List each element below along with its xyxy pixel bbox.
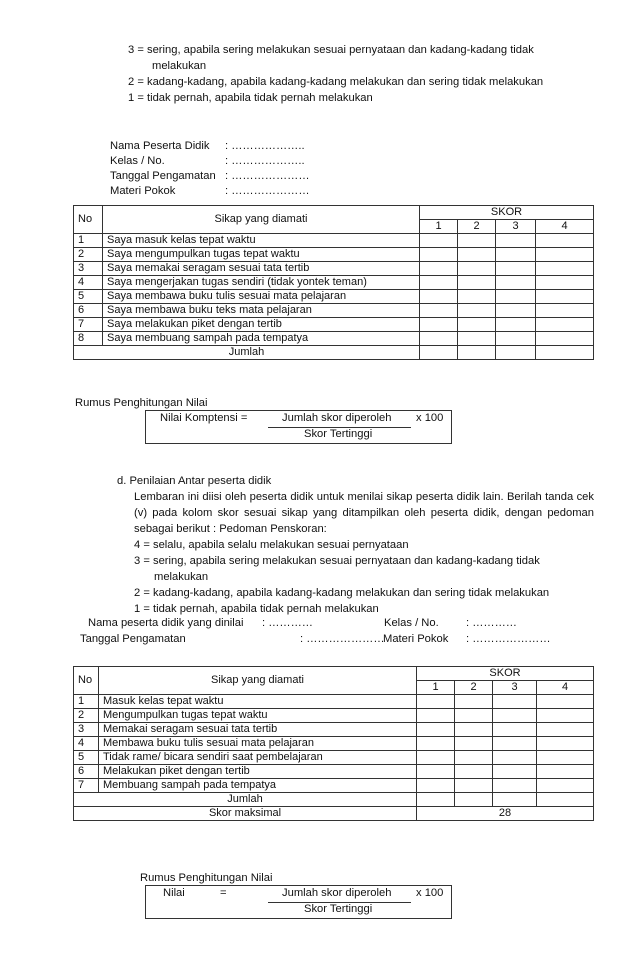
max-score-value: 28 xyxy=(417,807,594,821)
table-row xyxy=(74,695,594,709)
score-cell[interactable] xyxy=(536,248,594,262)
row-text: Membuang sampah pada tempatya xyxy=(99,779,417,793)
formula-multiplier: x 100 xyxy=(416,412,444,424)
identity-value-materi[interactable]: : ………………… xyxy=(225,185,310,197)
score-cell[interactable] xyxy=(537,695,594,709)
score-cell[interactable] xyxy=(536,234,594,248)
table-row xyxy=(74,248,594,262)
score-cell[interactable] xyxy=(536,304,594,318)
score-cell[interactable] xyxy=(455,723,493,737)
row-text: Membawa buku tulis sesuai mata pelajaran xyxy=(99,737,417,751)
row-text: Saya membawa buku tulis sesuai mata pelajaran xyxy=(103,290,420,304)
row-no: 2 xyxy=(74,248,103,262)
score-cell[interactable] xyxy=(420,290,458,304)
score-cell[interactable] xyxy=(537,737,594,751)
row-no: 1 xyxy=(74,234,103,248)
section-d-para-line2: (v) pada kolom skor sesuai sikap yang ditampilkan oleh peserta didik, dengan pedoman xyxy=(134,507,594,519)
formula2-multiplier: x 100 xyxy=(416,887,444,899)
total-row xyxy=(74,793,594,807)
max-score-row xyxy=(74,807,594,821)
peer-class-label: Kelas / No. xyxy=(384,617,439,629)
score-cell[interactable] xyxy=(455,737,493,751)
row-text: Saya mengumpulkan tugas tepat waktu xyxy=(103,248,420,262)
score-cell[interactable] xyxy=(455,765,493,779)
score-cell[interactable] xyxy=(536,276,594,290)
score-cell[interactable] xyxy=(458,290,496,304)
score-cell[interactable] xyxy=(493,751,537,765)
row-text: Saya masuk kelas tepat waktu xyxy=(103,234,420,248)
score-cell[interactable] xyxy=(420,234,458,248)
score-cell[interactable] xyxy=(537,793,594,807)
score-cell[interactable] xyxy=(536,262,594,276)
score-cell[interactable] xyxy=(536,332,594,346)
header-score-2: 2 xyxy=(455,681,493,695)
row-text: Memakai seragam sesuai tata tertib xyxy=(99,723,417,737)
formula-title: Rumus Penghitungan Nilai xyxy=(75,397,208,409)
header-no: No xyxy=(74,667,99,695)
score-cell[interactable] xyxy=(417,723,455,737)
table-row xyxy=(74,332,594,346)
header-score-1: 1 xyxy=(417,681,455,695)
identity-value-tanggal[interactable]: : ………………… xyxy=(225,170,310,182)
formula2-box xyxy=(145,885,452,919)
formula2-numerator: Jumlah skor diperoleh xyxy=(282,887,392,899)
row-no: 2 xyxy=(74,709,99,723)
scale-2-text: 2 = kadang-kadang, apabila kadang-kadang melakukan dan sering tidak melakukan xyxy=(128,76,544,88)
header-score-3: 3 xyxy=(493,681,537,695)
formula-numerator: Jumlah skor diperoleh xyxy=(282,412,392,424)
table-row xyxy=(74,304,594,318)
row-no: 4 xyxy=(74,276,103,290)
peer-assessment-table xyxy=(73,666,594,821)
score-cell[interactable] xyxy=(417,751,455,765)
score-cell[interactable] xyxy=(455,709,493,723)
score-cell[interactable] xyxy=(493,709,537,723)
table-row xyxy=(74,765,594,779)
row-no: 7 xyxy=(74,779,99,793)
score-cell[interactable] xyxy=(537,779,594,793)
score-cell[interactable] xyxy=(420,248,458,262)
row-no: 7 xyxy=(74,318,103,332)
peer-name-value[interactable]: : ………… xyxy=(262,617,313,629)
self-assessment-table xyxy=(73,205,594,360)
peer-class-value[interactable]: : ………… xyxy=(466,617,517,629)
score-cell[interactable] xyxy=(493,793,537,807)
row-no: 3 xyxy=(74,262,103,276)
row-text: Melakukan piket dengan tertib xyxy=(99,765,417,779)
score-cell[interactable] xyxy=(496,346,536,360)
total-row xyxy=(74,346,594,360)
max-score-label: Skor maksimal xyxy=(74,807,417,821)
row-text: Saya memakai seragam sesuai tata tertib xyxy=(103,262,420,276)
row-no: 5 xyxy=(74,751,99,765)
total-label: Jumlah xyxy=(74,793,417,807)
score-cell[interactable] xyxy=(537,709,594,723)
header-score-3: 3 xyxy=(496,220,536,234)
peer-date-label: Tanggal Pengamatan xyxy=(80,633,186,645)
row-text: Mengumpulkan tugas tepat waktu xyxy=(99,709,417,723)
score-cell[interactable] xyxy=(458,262,496,276)
table-row xyxy=(74,751,594,765)
section-d-scale-1: 1 = tidak pernah, apabila tidak pernah melakukan xyxy=(134,603,379,615)
header-skor: SKOR xyxy=(417,667,594,681)
identity-value-nama[interactable]: : ……………….. xyxy=(225,140,305,152)
formula-denominator: Skor Tertinggi xyxy=(304,428,373,440)
header-score-2: 2 xyxy=(458,220,496,234)
score-cell[interactable] xyxy=(493,765,537,779)
scale-1-text: 1 = tidak pernah, apabila tidak pernah melakukan xyxy=(128,92,373,104)
score-cell[interactable] xyxy=(496,304,536,318)
score-cell[interactable] xyxy=(417,793,455,807)
table-row xyxy=(74,234,594,248)
score-cell[interactable] xyxy=(455,779,493,793)
score-cell[interactable] xyxy=(455,751,493,765)
score-cell[interactable] xyxy=(458,346,496,360)
score-cell[interactable] xyxy=(420,332,458,346)
score-cell[interactable] xyxy=(496,248,536,262)
header-score-4: 4 xyxy=(537,681,594,695)
table-row xyxy=(74,723,594,737)
row-no: 3 xyxy=(74,723,99,737)
row-no: 6 xyxy=(74,304,103,318)
section-d-scale-4: 4 = selalu, apabila selalu melakukan sesuai pernyataan xyxy=(134,539,409,551)
formula-label: Nilai Komptensi = xyxy=(160,412,248,424)
score-cell[interactable] xyxy=(417,779,455,793)
peer-topic-label: Materi Pokok xyxy=(383,633,449,645)
peer-topic-value[interactable]: : ………………… xyxy=(466,633,551,645)
row-text: Saya membuang sampah pada tempatya xyxy=(103,332,420,346)
score-cell[interactable] xyxy=(458,276,496,290)
section-d-scale-3: 3 = sering, apabila sering melakukan sesuai pernyataan dan kadang-kadang tidak xyxy=(134,555,540,567)
score-cell[interactable] xyxy=(458,318,496,332)
table-row xyxy=(74,318,594,332)
formula2-label: Nilai xyxy=(163,887,185,899)
score-cell[interactable] xyxy=(496,318,536,332)
table-row xyxy=(74,262,594,276)
formula-box xyxy=(145,410,452,444)
score-cell[interactable] xyxy=(536,290,594,304)
table-row xyxy=(74,276,594,290)
table-row xyxy=(74,709,594,723)
row-text: Tidak rame/ bicara sendiri saat pembelajaran xyxy=(99,751,417,765)
score-cell[interactable] xyxy=(536,346,594,360)
row-text: Masuk kelas tepat waktu xyxy=(99,695,417,709)
score-cell[interactable] xyxy=(420,304,458,318)
score-cell[interactable] xyxy=(493,723,537,737)
score-cell[interactable] xyxy=(537,751,594,765)
score-cell[interactable] xyxy=(496,276,536,290)
score-cell[interactable] xyxy=(458,304,496,318)
header-score-1: 1 xyxy=(420,220,458,234)
score-cell[interactable] xyxy=(455,793,493,807)
peer-name-label: Nama peserta didik yang dinilai xyxy=(88,617,244,629)
row-no: 4 xyxy=(74,737,99,751)
header-sikap: Sikap yang diamati xyxy=(99,667,417,695)
score-cell[interactable] xyxy=(496,234,536,248)
row-no: 8 xyxy=(74,332,103,346)
row-no: 1 xyxy=(74,695,99,709)
scale-3-text: 3 = sering, apabila sering melakukan sesuai pernyataan dan kadang-kadang tidak xyxy=(128,44,534,56)
section-d-para-line3: sebagai berikut : Pedoman Penskoran: xyxy=(134,523,327,535)
score-cell[interactable] xyxy=(420,318,458,332)
score-cell[interactable] xyxy=(493,737,537,751)
section-d-para-line1: Lembaran ini diisi oleh peserta didik untuk menilai sikap peserta didik lain. Berilah tanda cek xyxy=(134,491,594,503)
table-row xyxy=(74,779,594,793)
table-row xyxy=(74,290,594,304)
header-score-4: 4 xyxy=(536,220,594,234)
score-cell[interactable] xyxy=(537,765,594,779)
identity-label-nama: Nama Peserta Didik xyxy=(110,140,210,152)
identity-label-tanggal: Tanggal Pengamatan xyxy=(110,170,216,182)
total-label: Jumlah xyxy=(74,346,420,360)
score-cell[interactable] xyxy=(493,695,537,709)
section-d-scale-2: 2 = kadang-kadang, apabila kadang-kadang melakukan dan sering tidak melakukan xyxy=(134,587,550,599)
score-cell[interactable] xyxy=(417,765,455,779)
score-cell[interactable] xyxy=(496,262,536,276)
score-cell[interactable] xyxy=(417,695,455,709)
score-cell[interactable] xyxy=(420,262,458,276)
score-cell[interactable] xyxy=(458,248,496,262)
score-cell[interactable] xyxy=(420,276,458,290)
row-text: Saya membawa buku teks mata pelajaran xyxy=(103,304,420,318)
score-cell[interactable] xyxy=(417,737,455,751)
formula2-equals: = xyxy=(220,887,227,899)
identity-label-kelas: Kelas / No. xyxy=(110,155,165,167)
score-cell[interactable] xyxy=(458,234,496,248)
identity-value-kelas[interactable]: : ……………….. xyxy=(225,155,305,167)
score-cell[interactable] xyxy=(455,695,493,709)
score-cell[interactable] xyxy=(458,332,496,346)
header-no: No xyxy=(74,206,103,234)
formula2-denominator: Skor Tertinggi xyxy=(304,903,373,915)
row-text: Saya mengerjakan tugas sendiri (tidak yontek teman) xyxy=(103,276,420,290)
score-cell[interactable] xyxy=(417,709,455,723)
formula2-title: Rumus Penghitungan Nilai xyxy=(140,872,273,884)
score-cell[interactable] xyxy=(537,723,594,737)
header-skor: SKOR xyxy=(420,206,594,220)
row-no: 6 xyxy=(74,765,99,779)
header-sikap: Sikap yang diamati xyxy=(103,206,420,234)
row-text: Saya melakukan piket dengan tertib xyxy=(103,318,420,332)
table-row xyxy=(74,737,594,751)
score-cell[interactable] xyxy=(493,779,537,793)
identity-label-materi: Materi Pokok xyxy=(110,185,176,197)
section-d-heading: d. Penilaian Antar peserta didik xyxy=(117,475,272,487)
score-cell[interactable] xyxy=(420,346,458,360)
score-cell[interactable] xyxy=(536,318,594,332)
section-d-scale-3-continuation: melakukan xyxy=(154,571,209,583)
score-cell[interactable] xyxy=(496,332,536,346)
peer-date-value[interactable]: : ………………… xyxy=(300,633,385,645)
score-cell[interactable] xyxy=(496,290,536,304)
scale-3-continuation: melakukan xyxy=(152,60,207,72)
row-no: 5 xyxy=(74,290,103,304)
